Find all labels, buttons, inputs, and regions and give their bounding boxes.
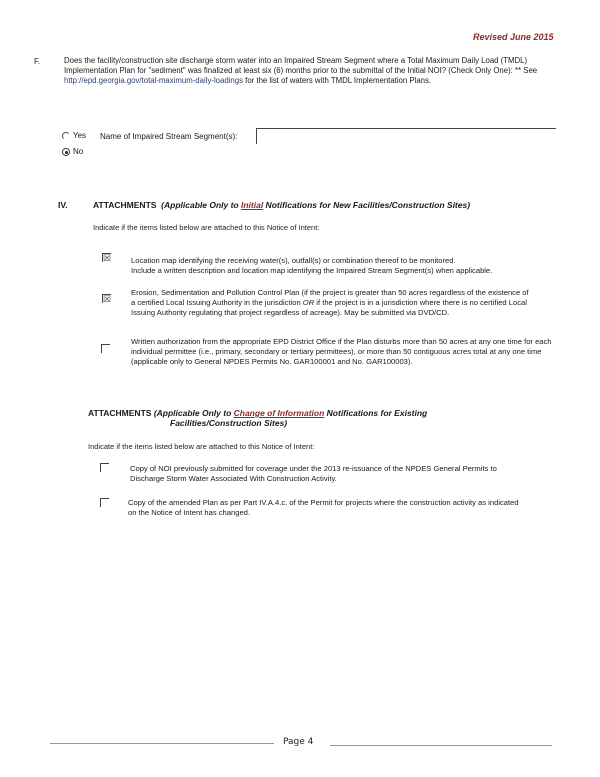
tmdl-link[interactable]: http://epd.georgia.gov/total-maximum-daily-loadings: [64, 76, 243, 85]
item-noi-copy: Copy of NOI previously submitted for coverage under the 2013 re-issuance of the NPDES General Permits to Discharge Storm Water Associated With Construction Activity.: [130, 464, 497, 483]
title-italic-post: Notifications for Existing: [324, 408, 428, 418]
radio-no[interactable]: [62, 147, 83, 157]
title-highlight: Initial: [240, 200, 264, 210]
stream-segment-input[interactable]: [256, 128, 556, 144]
radio-no-label: No: [73, 147, 84, 156]
item-espc-plan: [131, 288, 531, 318]
footer-divider-right: [330, 745, 552, 746]
title-italic-post: Notifications for New Facilities/Construction Sites): [263, 200, 471, 210]
indicate-text: Indicate if the items listed below are attached to this Notice of Intent:: [88, 442, 315, 451]
radio-yes-label: Yes: [73, 131, 87, 140]
title-italic-pre: (Applicable Only to: [153, 408, 234, 418]
radio-selected-icon[interactable]: [62, 148, 70, 156]
question-text-part1: Does the facility/construction site discharge storm water into an Impaired Stream Segment where a Total Maximum Daily Load (TMDL) Implementation Plan for "sediment" was finalized at least six (6) months prior to the submittal of the Initial NOI? (Check Only One): ** See: [64, 56, 538, 75]
title-highlight: Change of Information: [233, 408, 325, 418]
radio-yes[interactable]: [62, 131, 86, 141]
section-number: IV.: [58, 200, 68, 210]
section-iv-title: [93, 200, 470, 211]
item-line1: Location map identifying the receiving water(s), outfall(s) or combination thereof to be monitored.: [131, 256, 456, 265]
item-amended-plan: Copy of the amended Plan as per Part IV.A.4.c. of the Permit for projects where the construction activity as indicated on the Notice of Intent has changed.: [128, 498, 519, 517]
checkbox-noi-copy[interactable]: [100, 463, 109, 472]
item-written-authorization: Written authorization from the appropriate EPD District Office if the Plan disturbs more than 50 acres at any one time for each individual permittee (i.e., primary, secondary or tertiary permittees), or more than 50 contiguous acres total at any one time (applicable only to General NPDES Permits No. GAR100001 and No. GAR100003).: [131, 337, 552, 366]
page-number: Page 4: [283, 737, 314, 747]
title-line2: Facilities/Construction Sites): [170, 418, 288, 428]
checkbox-written-authorization[interactable]: [101, 344, 110, 353]
question-text-part2: for the list of waters with TMDL Implementation Plans.: [243, 76, 432, 85]
checkbox-location-map[interactable]: ☒: [102, 252, 112, 263]
item-or: OR: [302, 298, 315, 307]
title-bold: ATTACHMENTS: [88, 408, 152, 418]
checkbox-espc-plan[interactable]: ☒: [102, 293, 112, 304]
item-pre: Erosion, Sedimentation and Pollution Control Plan (if the project is greater than 50 acres regardless of the existence of a certified Local Issuing Authority in the jurisdiction: [131, 288, 529, 307]
item-line2: Include a written description and location map identifying the Impaired Stream Segment(s) when applicable.: [131, 266, 493, 275]
revised-date: Revised June 2015: [473, 32, 554, 42]
radio-unselected-icon[interactable]: [62, 132, 70, 140]
title-bold: ATTACHMENTS: [93, 200, 157, 210]
footer-divider-left: [50, 743, 274, 744]
question-f-text: [64, 56, 564, 86]
item-location-map: [131, 256, 571, 276]
item-post: if the project is in a jurisdiction where there is no certified Local Issuing Authority regulating that project regardless of acreage). May be submitted via DVD/CD.: [131, 298, 527, 317]
change-info-title: [88, 408, 488, 428]
title-italic-pre: (Applicable Only to: [161, 200, 241, 210]
stream-segment-label: Name of Impaired Stream Segment(s):: [100, 132, 238, 141]
question-letter: F.: [34, 57, 41, 66]
indicate-text: Indicate if the items listed below are attached to this Notice of Intent:: [93, 223, 320, 232]
checkbox-amended-plan[interactable]: [100, 498, 109, 507]
